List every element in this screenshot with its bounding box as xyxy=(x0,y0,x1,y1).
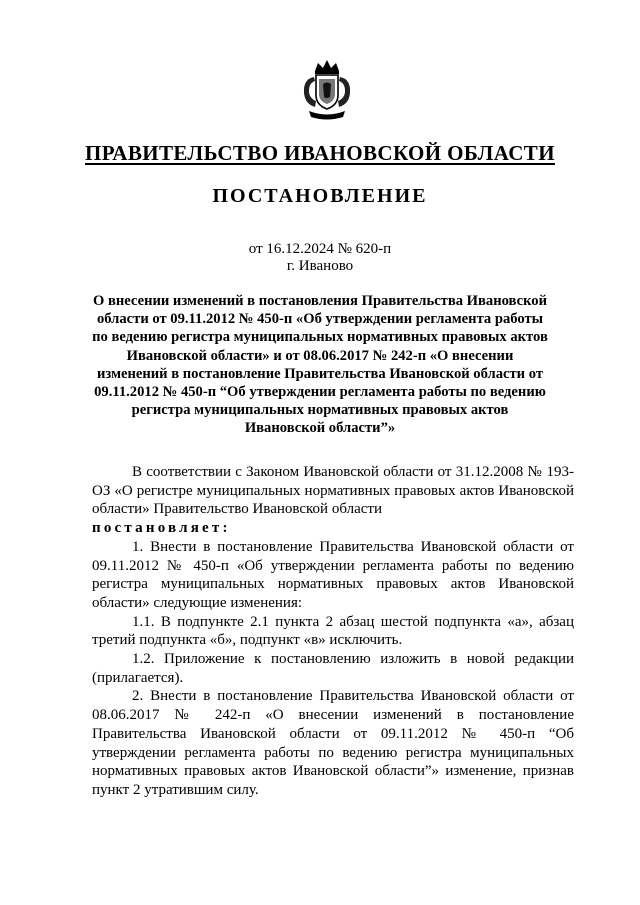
item-1-2-paragraph: 1.2. Приложение к постановлению изложить в новой редакции (прилагается). xyxy=(92,651,574,686)
document-body xyxy=(92,463,574,800)
document-city: г. Иваново xyxy=(286,258,354,274)
resolves-word: постановляет: xyxy=(92,520,231,537)
document-subject: О внесении изменений в постановления Правительства Ивановской области от 09.11.2012 № 450-п «Об утверждении регламента работы по ведению регистра муниципальных нормативных правовых актов Ивановской области» и от 08.06.2017 № 242-п «О внесении изменений в постановление Правительства Ивановской области от 09.11.2012 № 450-п “Об утверждении регламента работы по ведению регистра муниципальных нормативных правовых актов Ивановской области”» xyxy=(92,293,548,437)
item-1-1-paragraph: 1.1. В подпункте 2.1 пункта 2 абзац шестой подпункта «а», абзац третий подпункта «б», подпункт «в» исключить. xyxy=(92,613,574,649)
item-2-paragraph: 2. Внести в постановление Правительства Ивановской области от 08.06.2017 № 242-п «О внесении изменений в постановление Правительства Ивановской области от 09.11.2012 № 450-п “Об утверждении регламента работы по ведению регистра муниципальных нормативных правовых актов Ивановской области”» изменение, признав пункт 2 утратившим силу. xyxy=(92,688,574,798)
preamble-paragraph: В соответствии с Законом Ивановской области от 31.12.2008 № 193-ОЗ «О регистре муниципальных нормативных правовых актов Ивановской области» Правительство Ивановской области xyxy=(92,464,574,518)
document-date-number: от 16.12.2024 № 620-п xyxy=(248,241,392,257)
item-1-paragraph: 1. Внести в постановление Правительства Ивановской области от 09.11.2012 № 450-п «Об утверждении регламента работы по ведению регистра муниципальных нормативных правовых актов Ивановской области» следующие изменения: xyxy=(92,538,574,611)
government-title: ПРАВИТЕЛЬСТВО ИВАНОВСКОЙ ОБЛАСТИ xyxy=(85,141,555,165)
document-type-heading: ПОСТАНОВЛЕНИЕ xyxy=(212,185,428,207)
coat-of-arms-emblem xyxy=(297,57,357,123)
